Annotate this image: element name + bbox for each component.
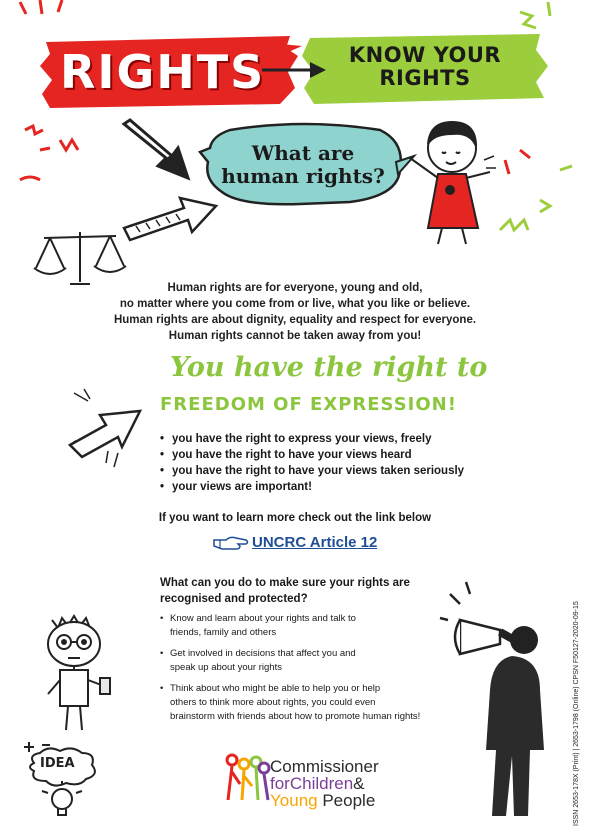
action-item-line: • Know and learn about your rights and talk to xyxy=(170,613,356,624)
intro-line4: Human rights cannot be taken away from you! xyxy=(168,330,422,342)
logo-for: for xyxy=(270,774,290,793)
uncrc-article-link[interactable]: UNCRC Article 12 xyxy=(252,534,378,551)
logo-line2 xyxy=(270,775,379,792)
question-line2: recognised and protected? xyxy=(160,593,308,605)
action-item xyxy=(160,647,460,675)
bubble-line1: What are xyxy=(251,141,355,165)
action-item xyxy=(160,612,460,640)
intro-line3: Human rights are about dignity, equality and respect for everyone. xyxy=(113,314,477,326)
girl-illustration xyxy=(400,118,510,248)
pointing-hand-icon xyxy=(212,534,250,552)
rights-banner-text: RIGHTS xyxy=(60,45,266,99)
action-item-line: brainstorm with friends about how to promote human rights! xyxy=(170,711,421,722)
question-line1: What can you do to make sure your rights are xyxy=(160,577,410,589)
down-arrow-icon xyxy=(118,118,198,188)
intro-text xyxy=(60,280,530,344)
intro-line2: no matter where you come from or live, what you like or believe. xyxy=(119,298,471,310)
scales-icon xyxy=(30,228,130,288)
action-item-line: others to think more about rights, you could even xyxy=(170,697,376,708)
rights-bullet-list xyxy=(160,431,490,495)
bullet-item: • you have the right to have your views heard xyxy=(160,447,490,463)
action-item-line: friends, family and others xyxy=(170,627,277,638)
issn-text: ISSN 2653-178X (Print) | 2653-1798 (Online) CPSN F50127-2020-09-15 xyxy=(573,601,580,826)
idea-cloud-icon xyxy=(20,735,115,825)
action-list xyxy=(160,612,460,731)
action-item xyxy=(160,682,460,724)
upward-arrow-icon xyxy=(60,385,160,475)
action-item-line: speak up about your rights xyxy=(170,662,282,673)
action-item-line: • Think about who might be able to help you or help xyxy=(170,683,381,694)
logo-young: Young xyxy=(270,791,318,810)
bubble-line2: human rights? xyxy=(221,164,385,188)
logo-line1: Commissioner xyxy=(270,757,379,776)
logo-children: Children xyxy=(289,774,354,793)
logo-people: People xyxy=(322,791,376,810)
logo-text xyxy=(270,758,379,809)
logo-ampersand: & xyxy=(353,774,365,793)
bubble-text xyxy=(218,142,388,188)
bullet-item: • you have the right to express your views, freely xyxy=(160,431,490,447)
know-banner-line2: RIGHTS xyxy=(379,66,471,90)
learn-more-text: If you want to learn more check out the link below xyxy=(158,512,432,524)
idea-label: IDEA xyxy=(40,756,75,771)
right-subject: FREEDOM OF EXPRESSION! xyxy=(160,394,457,415)
action-question xyxy=(160,575,440,607)
logo-line3 xyxy=(270,792,379,809)
action-item-line: • Get involved in decisions that affect you and xyxy=(170,648,356,659)
right-heading: You have the right to xyxy=(170,352,488,383)
bullet-item: • your views are important! xyxy=(160,479,490,495)
intro-line1: Human rights are for everyone, young and old, xyxy=(167,282,423,294)
know-banner-line1: KNOW YOUR xyxy=(348,43,502,67)
boy-illustration xyxy=(30,610,130,740)
logo-figures-icon xyxy=(222,752,272,804)
megaphone-person-illustration xyxy=(440,580,570,820)
bullet-item: • you have the right to have your views taken seriously xyxy=(160,463,490,479)
